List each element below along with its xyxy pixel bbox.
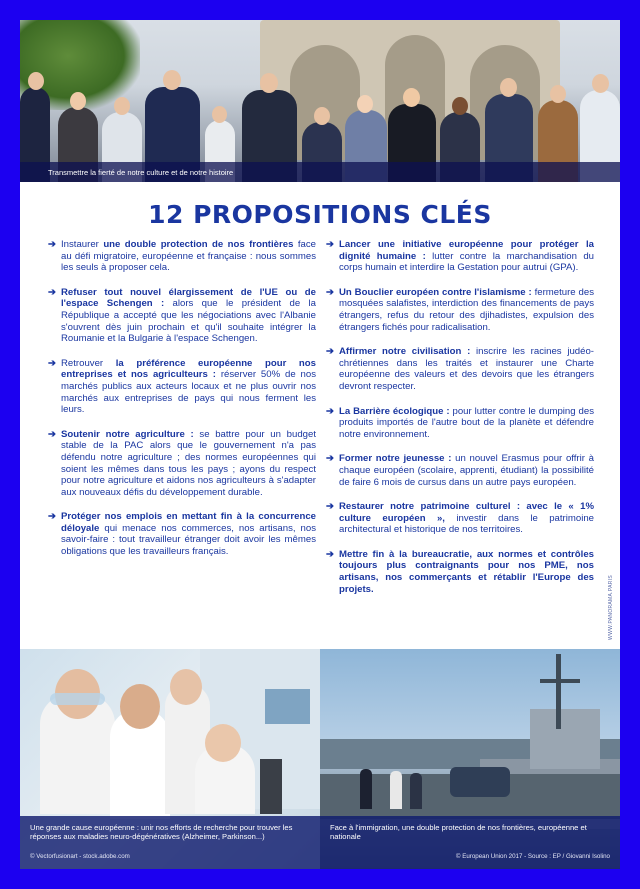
proposition-item (326, 287, 594, 333)
proposition-highlight: Soutenir notre agriculture : (61, 428, 194, 440)
proposition-highlight: Affirmer notre civilisation : (339, 346, 471, 358)
arrow-icon: ➔ (326, 286, 335, 298)
proposition-item (326, 453, 594, 488)
top-group-photo (20, 20, 620, 182)
arrow-icon: ➔ (326, 239, 335, 250)
arrow-icon: ➔ (326, 501, 335, 513)
arrow-icon: ➔ (48, 511, 57, 523)
page-title: 12 PROPOSITIONS CLÉS (148, 200, 492, 229)
proposition-highlight: Refuser tout nouvel élargissement de l'UE ou de l'espace Schengen : (61, 286, 316, 310)
bottom-right-caption: Face à l'immigration, une double protection de nos frontières, européenne et nationale (330, 823, 587, 842)
proposition-text: lutter contre la marchandisation du corps humain et interdire la Gestation pour autrui (GPA). (339, 250, 594, 274)
proposition-text: qui menace nos commerces, nos artisans, nos savoir-faire : tout travailleur étranger doit avoir les mêmes obligations que les travailleurs français. (61, 522, 316, 558)
laboratory-photo (20, 649, 320, 869)
proposition-item (48, 287, 316, 345)
proposition-text: fermeture des mosquées salafistes, interdiction des financements de pays étrangers, refus du retour des djihadistes, expulsion des étrangers fichés pour radicalisation. (339, 286, 594, 333)
proposition-highlight: Restaurer notre patrimoine culturel : avec le « 1% culture européen », (339, 501, 594, 524)
proposition-item (48, 239, 316, 274)
proposition-item (48, 511, 316, 557)
proposition-text: pour lutter contre le dumping des produits importés de l'autre bout de la planète et défendre notre environnement. (339, 405, 594, 440)
proposition-highlight: La Barrière écologique : (339, 405, 450, 417)
bottom-photos (20, 649, 620, 869)
arrow-icon: ➔ (48, 286, 57, 298)
right-propositions-column (326, 239, 594, 608)
bottom-right-source: © European Union 2017 - Source : EP / Giovanni Isolino (455, 852, 610, 860)
navy-ship-photo (320, 649, 620, 869)
left-propositions-column (48, 239, 316, 571)
proposition-item (326, 346, 594, 392)
bottom-right-caption-box (320, 816, 620, 869)
leaflet-page (20, 20, 620, 869)
proposition-highlight: Mettre fin à la bureaucratie, aux normes et contrôles toujours plus contraignants pour nos PME, nos artisans, nos commerçants et rétablir l'Europe des projets. (339, 548, 594, 595)
proposition-text: alors que le président de la République a accepté que les négociations avec l'Albanie s'ouvrent dès juin prochain et qu'il souhaite intégrer la Roumanie et la Bulgarie à l'espace Schengen. (61, 298, 317, 345)
proposition-item (326, 549, 594, 595)
proposition-item (48, 429, 316, 499)
proposition-highlight: la préférence européenne pour nos entreprises et nos agriculteurs : (61, 357, 316, 381)
proposition-text: inscrire les racines judéo-chrétiennes dans les traités et instaurer une Charte européenne des valeurs et des devoirs que les étrangers devront respecter. (339, 346, 594, 392)
proposition-item (326, 239, 594, 274)
proposition-highlight: Former notre jeunesse : (339, 453, 452, 465)
proposition-item (48, 358, 316, 416)
proposition-highlight: Un Bouclier européen contre l'islamisme : (339, 286, 532, 298)
arrow-icon: ➔ (48, 357, 57, 369)
bottom-left-caption: Une grande cause européenne : unir nos efforts de recherche pour trouver les réponses aux maladies neuro-dégénératives (Alzheimer, Parkinson...) (30, 823, 293, 842)
proposition-lead: Retrouver (61, 357, 116, 369)
arrow-icon: ➔ (326, 346, 335, 358)
proposition-item (326, 501, 594, 536)
proposition-text: réserver 50% de nos marchés publics aux acteurs locaux et ne plus ouvrir nos marchés aux entreprises de pays qui nous ferment les leurs. (61, 369, 316, 416)
proposition-text: investir dans le patrimoine architectural et historique de nos territoires. (339, 512, 594, 536)
proposition-text: se battre pour un budget stable de la PAC alors que le gouvernement n'a pas défendu notre agriculture ; des normes européennes qui soient les mêmes dans tous les pays ; ayons du respect pour notre agriculture et aidons nos agriculteurs à s'adapter aux nouveaux défis du développement durable. (61, 428, 316, 498)
proposition-lead: Instaurer (61, 239, 104, 250)
arrow-icon: ➔ (326, 453, 335, 465)
arrow-icon: ➔ (326, 548, 335, 560)
arrow-icon: ➔ (326, 405, 335, 417)
proposition-text: un nouvel Erasmus pour offrir à chaque européen (scolaire, apprenti, étudiant) la possibilité de faire 6 mois de cursus dans un autre pays européen. (339, 453, 594, 488)
top-photo-caption: Transmettre la fierté de notre culture et de notre histoire (20, 162, 620, 182)
proposition-highlight: Protéger nos emplois en mettant fin à la concurrence déloyale (61, 511, 316, 534)
arrow-icon: ➔ (48, 428, 57, 440)
proposition-highlight: Lancer une initiative européenne pour protéger la dignité humaine : (339, 239, 594, 262)
proposition-item (326, 406, 594, 441)
proposition-highlight: une double protection de nos frontières (103, 239, 294, 250)
arrow-icon: ➔ (48, 239, 57, 250)
proposition-text: face au défi migratoire, européenne et française : nous sommes les seuls à proposer cela. (61, 239, 316, 274)
bottom-left-caption-box (20, 816, 320, 869)
bottom-left-source: © Vectorfusionart - stock.adobe.com (30, 852, 130, 860)
vertical-credit: WWW.PANORAMA.PARIS (608, 575, 614, 640)
